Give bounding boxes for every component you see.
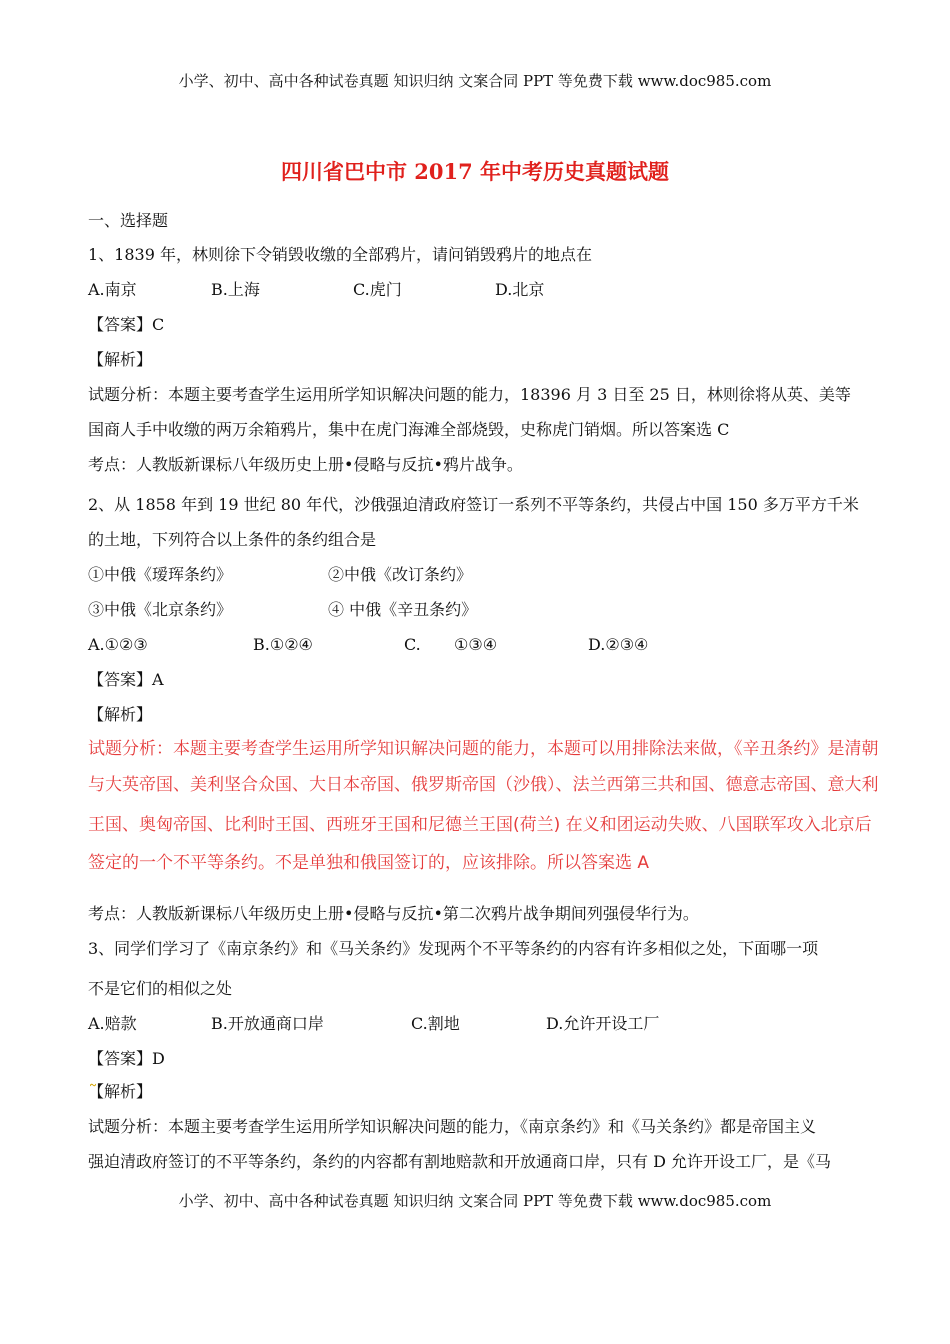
page-title: 四川省巴中市 2017 年中考历史真题试题 xyxy=(280,159,670,184)
q2-stem: 2、从 1858 年到 19 世纪 80 年代，沙俄强迫清政府签订一系列不平等条约，共侵占中国 150 多万平方千米 xyxy=(88,495,859,514)
q2-option-c-value: ①③④ xyxy=(454,635,498,654)
q2-analysis-red-line: 试题分析：本题主要考查学生运用所学知识解决问题的能力，本题可以用排除法来做，《辛丑条约》是清朝 xyxy=(88,739,879,759)
q3-option-b: B.开放通商口岸 xyxy=(211,1014,324,1033)
q1-stem: 1、1839 年，林则徐下令销毁收缴的全部鸦片，请问销毁鸦片的地点在 xyxy=(88,245,592,264)
q2-item: ④ 中俄《辛丑条约》 xyxy=(328,600,478,619)
q1-point: 考点：人教版新课标八年级历史上册•侵略与反抗•鸦片战争。 xyxy=(88,455,523,474)
q3-option-c: C.割地 xyxy=(411,1014,460,1033)
q2-stem: 的土地，下列符合以上条件的条约组合是 xyxy=(88,530,377,549)
q3-option-d: D.允许开设工厂 xyxy=(546,1014,660,1033)
q2-analysis-red-line: 签定的一个不平等条约。不是单独和俄国签订的，应该排除。所以答案选 A xyxy=(88,853,650,873)
q1-options xyxy=(88,279,788,301)
q2-item: ②中俄《改订条约》 xyxy=(328,565,473,584)
q3-options xyxy=(88,1013,788,1035)
q3-stem: 3、同学们学习了《南京条约》和《马关条约》发现两个不平等条约的内容有许多相似之处，下面哪一项 xyxy=(88,939,819,958)
q2-item: ③中俄《北京条约》 xyxy=(88,600,233,619)
q1-analysis-line: 国商人手中收缴的两万余箱鸦片，集中在虎门海滩全部烧毁，史称虎门销烟。所以答案选 C xyxy=(88,420,730,439)
q2-option-d: D.②③④ xyxy=(588,635,649,654)
q3-analysis-line: 试题分析：本题主要考查学生运用所学知识解决问题的能力，《南京条约》和《马关条约》都是帝国主义 xyxy=(88,1117,817,1136)
section-heading: 一、选择题 xyxy=(88,211,169,230)
q2-item: ①中俄《瑷珲条约》 xyxy=(88,565,233,584)
q3-analysis-label: 【解析】 xyxy=(88,1082,153,1101)
squiggle-mark-icon xyxy=(90,1081,96,1087)
q3-analysis-line: 强迫清政府签订的不平等条约，条约的内容都有割地赔款和开放通商口岸，只有 D 允许开设工厂，是《马 xyxy=(88,1152,832,1171)
q2-analysis-label: 【解析】 xyxy=(88,705,153,724)
q1-option-d: D.北京 xyxy=(495,280,545,299)
q2-analysis-red-line: 王国、奥匈帝国、比利时王国、西班牙王国和尼德兰王国(荷兰) 在义和团运动失败、八国联军攻入北京后 xyxy=(88,815,872,835)
page-footer: 小学、初中、高中各种试卷真题 知识归纳 文案合同 PPT 等免费下载 www.doc985.com xyxy=(178,1192,772,1210)
page-header: 小学、初中、高中各种试卷真题 知识归纳 文案合同 PPT 等免费下载 www.doc985.com xyxy=(178,72,772,90)
q1-analysis-label: 【解析】 xyxy=(88,350,153,369)
q2-option-b: B.①②④ xyxy=(253,635,313,654)
q2-option-c: C. xyxy=(404,635,421,654)
q2-items-row xyxy=(88,564,788,586)
q2-point: 考点：人教版新课标八年级历史上册•侵略与反抗•第二次鸦片战争期间列强侵华行为。 xyxy=(88,904,699,923)
q2-analysis-red-line: 与大英帝国、美利坚合众国、大日本帝国、俄罗斯帝国（沙俄）、法兰西第三共和国、德意志帝国、意大利 xyxy=(88,775,879,795)
q2-answer: 【答案】A xyxy=(88,670,164,689)
q3-option-a: A.赔款 xyxy=(88,1014,137,1033)
q1-answer: 【答案】C xyxy=(88,315,165,334)
q2-items-row xyxy=(88,599,788,621)
q1-option-c: C.虎门 xyxy=(353,280,402,299)
q1-option-b: B.上海 xyxy=(211,280,260,299)
q3-answer: 【答案】D xyxy=(88,1049,165,1068)
q2-options xyxy=(88,634,788,656)
q2-option-a: A.①②③ xyxy=(88,635,148,654)
q1-analysis-line: 试题分析：本题主要考查学生运用所学知识解决问题的能力，18396 月 3 日至 25 日，林则徐将从英、美等 xyxy=(88,385,851,404)
q1-option-a: A.南京 xyxy=(88,280,137,299)
q3-stem: 不是它们的相似之处 xyxy=(88,979,233,998)
